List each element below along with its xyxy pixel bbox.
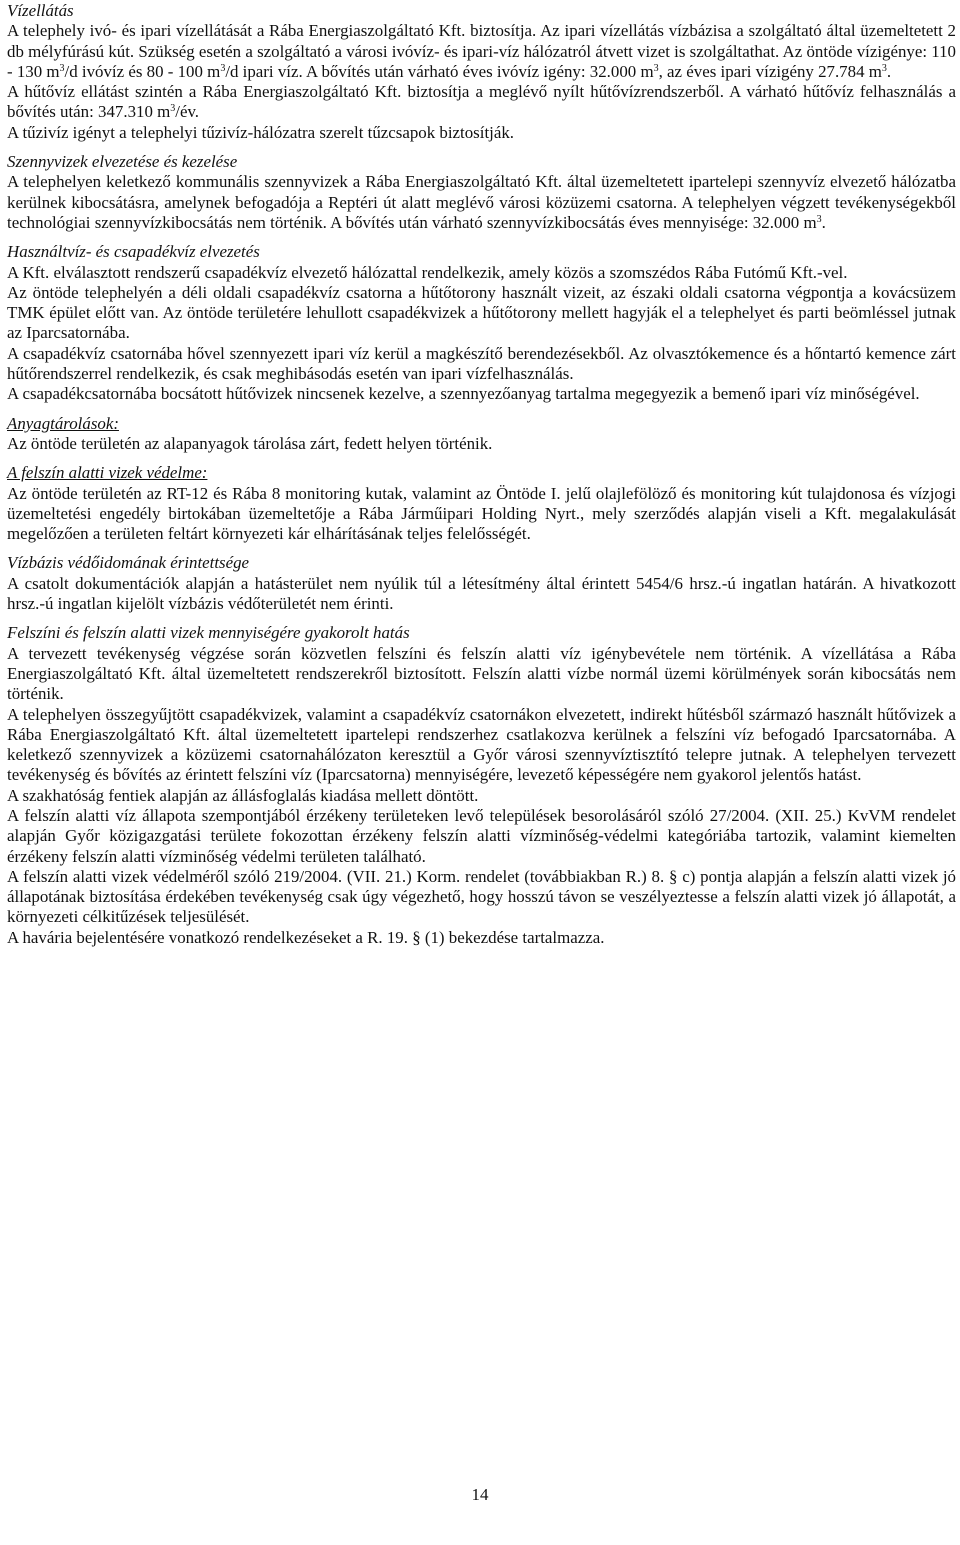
text-run: A telephely ivó- és ipari vízellátását a Rába Energiaszolgáltató Kft. biztosítja. Az ipari vízellátás vízbázisa a szolgáltató által üzemeltetett 2 db mélyfúrású kút. Szükség esetén a szolgáltató a városi ivóvíz- és ipari-víz hálózatról átvett vizet is szolgáltathat. Az öntöde vízigénye: 110 - 130 m <box>7 21 956 81</box>
superscript: 3 <box>816 213 822 225</box>
text-run: . <box>886 61 892 81</box>
text-run: A telephelyen keletkező kommunális szennyvizek a Rába Energiaszolgáltató Kft. által üzemeltetett ipartelepi szennyvíz elvezető hálózatba kerülnek kibocsátásra, amelynek befogadója a Reptéri út alatt meglévő városi közüzemi csatorna. A telephelyen végzett tevékenységekből technológiai szennyvízkibocsátás nem történik. A bővítés után várható szennyvízkibocsátás éves mennyisége: 32.000 m <box>7 172 956 232</box>
text-run: /d ipari víz. A bővítés után várható éves ivóvíz igény: 32.000 m <box>225 61 654 81</box>
text-run: Az öntöde területén az RT-12 és Rába 8 monitoring kutak, valamint az Öntöde I. jelű olajlefölöző és monitoring kút tulajdonosa és vízjogi üzemeltetési engedély birtokában üzemeltetője a Rába Járműipari Holding Nyrt., mely szerződés alapján viseli a Kft. megalakulását megelőzően a területen feltárt környezeti kár elhárításának teljes felelősségét. <box>7 483 956 544</box>
superscript: 3 <box>59 62 65 74</box>
section-heading: Anyagtárolások: <box>7 413 119 433</box>
text-run: , az éves ipari vízigény 27.784 m <box>658 61 882 81</box>
text-run: A felszín alatti víz állapota szempontjából érzékeny területeken levő települések besorolásáról szóló 27/2004. (XII. 25.) KvVM rendelet alapján Győr közigazgatási területe fokozottan érzékeny felszín alatti vízminőség-védelmi kategóriába tartozik, valamint kiemelten érzékeny felszín alatti vízminőség védelmi területen található. <box>7 805 956 866</box>
paragraph <box>7 82 956 123</box>
section-heading: Felszíni és felszín alatti vizek mennyiségére gyakorolt hatás <box>7 623 410 643</box>
paragraph <box>7 928 956 948</box>
paragraph <box>7 283 956 344</box>
text-run: A csapadékcsatornába bocsátott hűtővizek nincsenek kezelve, a szennyezőanyag tartalma megegyezik a bemenő ipari víz minőségével. <box>7 384 920 404</box>
paragraph <box>7 263 956 283</box>
section-heading: Szennyvizek elvezetése és kezelése <box>7 152 238 172</box>
paragraph <box>7 484 956 545</box>
document-page <box>7 1 956 948</box>
section-heading: Vízbázis védőidomának érintettsége <box>7 553 250 573</box>
superscript: 3 <box>220 62 226 74</box>
text-run: A Kft. elválasztott rendszerű csapadékvíz elvezető hálózattal rendelkezik, amely közös a szomszédos Rába Futómű Kft.-vel. <box>7 262 848 282</box>
paragraph <box>7 21 956 82</box>
section-heading: A felszín alatti vizek védelme: <box>7 463 208 483</box>
text-run: A csatolt dokumentációk alapján a hatásterület nem nyúlik túl a létesítmény által érintett 5454/6 hrsz.-ú ingatlan határán. A hivatkozott hrsz.-ú ingatlan kijelölt vízbázis védőterületét nem érinti. <box>7 573 956 614</box>
text-run: A tűzivíz igényt a telephelyi tűzivíz-hálózatra szerelt tűzcsapok biztosítják. <box>7 122 514 142</box>
text-run: /év. <box>175 102 200 122</box>
paragraph <box>7 867 956 928</box>
paragraph <box>7 384 956 404</box>
paragraph <box>7 705 956 786</box>
paragraph <box>7 344 956 385</box>
paragraph <box>7 123 956 143</box>
text-run: A szakhatóság fentiek alapján az állásfoglalás kiadása mellett döntött. <box>7 785 479 805</box>
superscript: 3 <box>653 62 659 74</box>
page-number: 14 <box>471 1485 489 1504</box>
text-run: /d ivóvíz és 80 - 100 m <box>64 61 221 81</box>
text-run: A tervezett tevékenység végzése során közvetlen felszíni és felszín alatti víz igénybevétele nem történik. A vízellátása a Rába Energiaszolgáltató Kft. által üzemeltetett rendszerekről biztosított. Felszín alatti vízbe normál üzemi körülmények során kibocsátás nem történik. <box>7 643 956 704</box>
superscript: 3 <box>881 62 887 74</box>
text-run: A hűtővíz ellátást szintén a Rába Energiaszolgáltató Kft. biztosítja a meglévő nyílt hűtővízrendszerből. A várható hűtővíz felhasználás a bővítés után: 347.310 m <box>7 82 956 122</box>
paragraph <box>7 644 956 705</box>
paragraph <box>7 574 956 615</box>
paragraph <box>7 786 956 806</box>
text-run: A csapadékvíz csatornába hővel szennyezett ipari víz kerül a magkészítő berendezésekből. Az olvasztókemence és a hőntartó kemence zárt hűtőrendszerrel rendelkezik, és csak meghibásodás esetén van ipari vízfelhasználás. <box>7 343 956 384</box>
section-heading: Vízellátás <box>7 1 74 20</box>
paragraph <box>7 806 956 867</box>
section-heading: Használtvíz- és csapadékvíz elvezetés <box>7 242 260 262</box>
text-run: Az öntöde területén az alapanyagok tárolása zárt, fedett helyen történik. <box>7 433 493 453</box>
text-run: Az öntöde telephelyén a déli oldali csapadékvíz csatorna a hűtőtorony használt vizeit, az északi oldali csatorna végpontja a kovácsüzem TMK épület előtt van. Az öntöde területére lehullott csapadékvizek a hűtőtorony mellett hagyják el a telephelyet és parti beömléssel jutnak az Iparcsatornába. <box>7 282 956 343</box>
text-run: A telephelyen összegyűjtött csapadékvizek, valamint a csapadékvíz csatornákon elvezetett, indirekt hűtésből származó használt hűtővizek a Rába Energiaszolgáltató Kft. által üzemeltetett ipartelepi rendszerhez csatlakozva kerülnek a felszíni víz befogadó Iparcsatornába. A keletkező szennyvizek a közüzemi csatornahálózaton keresztül a Győr városi szennyvíztisztító telepre jutnak. A telephelyen tervezett tevékenység és bővítés az érintett felszíni víz (Iparcsatorna) mennyiségére, levezető képességére nem gyakorol jelentős hatást. <box>7 704 956 785</box>
text-run: A havária bejelentésére vonatkozó rendelkezéseket a R. 19. § (1) bekezdése tartalmazza. <box>7 927 605 947</box>
superscript: 3 <box>170 103 176 115</box>
paragraph <box>7 172 956 233</box>
text-run: A felszín alatti vizek védelméről szóló 219/2004. (VII. 21.) Korm. rendelet (továbbiakban R.) 8. § c) pontja alapján a felszín alatti vizek jó állapotának biztosítása érdekében tevékenység csak úgy végezhető, hogy hosszú távon se veszélyeztesse a felszín alatti vizek jó állapotát, a környezeti célkitűzések teljesülését. <box>7 866 956 927</box>
paragraph <box>7 434 956 454</box>
text-run: . <box>821 212 826 232</box>
